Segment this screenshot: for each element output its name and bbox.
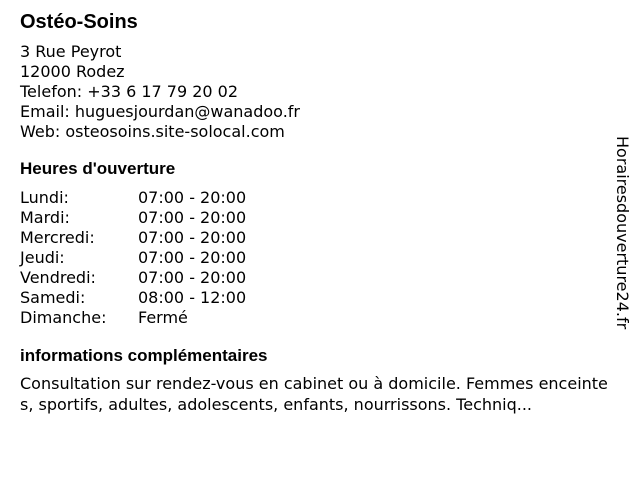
day-label: Lundi:	[20, 188, 69, 207]
day-label: Mardi:	[20, 208, 70, 227]
day-hours: 07:00 - 20:00	[138, 268, 247, 287]
day-hours: 07:00 - 20:00	[138, 208, 247, 227]
hours-row-thursday	[20, 248, 610, 268]
info-heading: informations complémentaires	[20, 346, 268, 365]
day-label: Samedi:	[20, 288, 86, 307]
website: Web: osteosoins.site-solocal.com	[20, 122, 285, 141]
street-address: 3 Rue Peyrot	[20, 42, 122, 61]
day-label: Mercredi:	[20, 228, 95, 247]
day-label: Jeudi:	[20, 248, 65, 267]
day-hours: 07:00 - 20:00	[138, 228, 247, 247]
hours-row-monday	[20, 188, 610, 208]
day-label: Vendredi:	[20, 268, 96, 287]
site-watermark: Horairesdouverture24.fr	[613, 136, 632, 330]
contact-block	[20, 42, 610, 142]
email: Email: huguesjourdan@wanadoo.fr	[20, 102, 300, 121]
day-hours: Fermé	[138, 308, 188, 327]
day-hours: 08:00 - 12:00	[138, 288, 247, 307]
phone: Telefon: +33 6 17 79 20 02	[20, 82, 239, 101]
day-hours: 07:00 - 20:00	[138, 248, 247, 267]
business-name: Ostéo-Soins	[20, 11, 138, 33]
hours-row-saturday	[20, 288, 610, 308]
hours-row-friday	[20, 268, 610, 288]
info-description: Consultation sur rendez-vous en cabinet ou à domicile. Femmes enceintes, sportifs, adultes, adolescents, enfants, nourrissons. Techniq...	[20, 374, 608, 414]
hours-row-sunday	[20, 308, 610, 328]
day-hours: 07:00 - 20:00	[138, 188, 247, 207]
day-label: Dimanche:	[20, 308, 107, 327]
hours-heading: Heures d'ouverture	[20, 159, 176, 178]
hours-row-tuesday	[20, 208, 610, 228]
hours-table	[20, 188, 610, 328]
city: 12000 Rodez	[20, 62, 125, 81]
hours-row-wednesday	[20, 228, 610, 248]
business-card	[20, 8, 610, 415]
